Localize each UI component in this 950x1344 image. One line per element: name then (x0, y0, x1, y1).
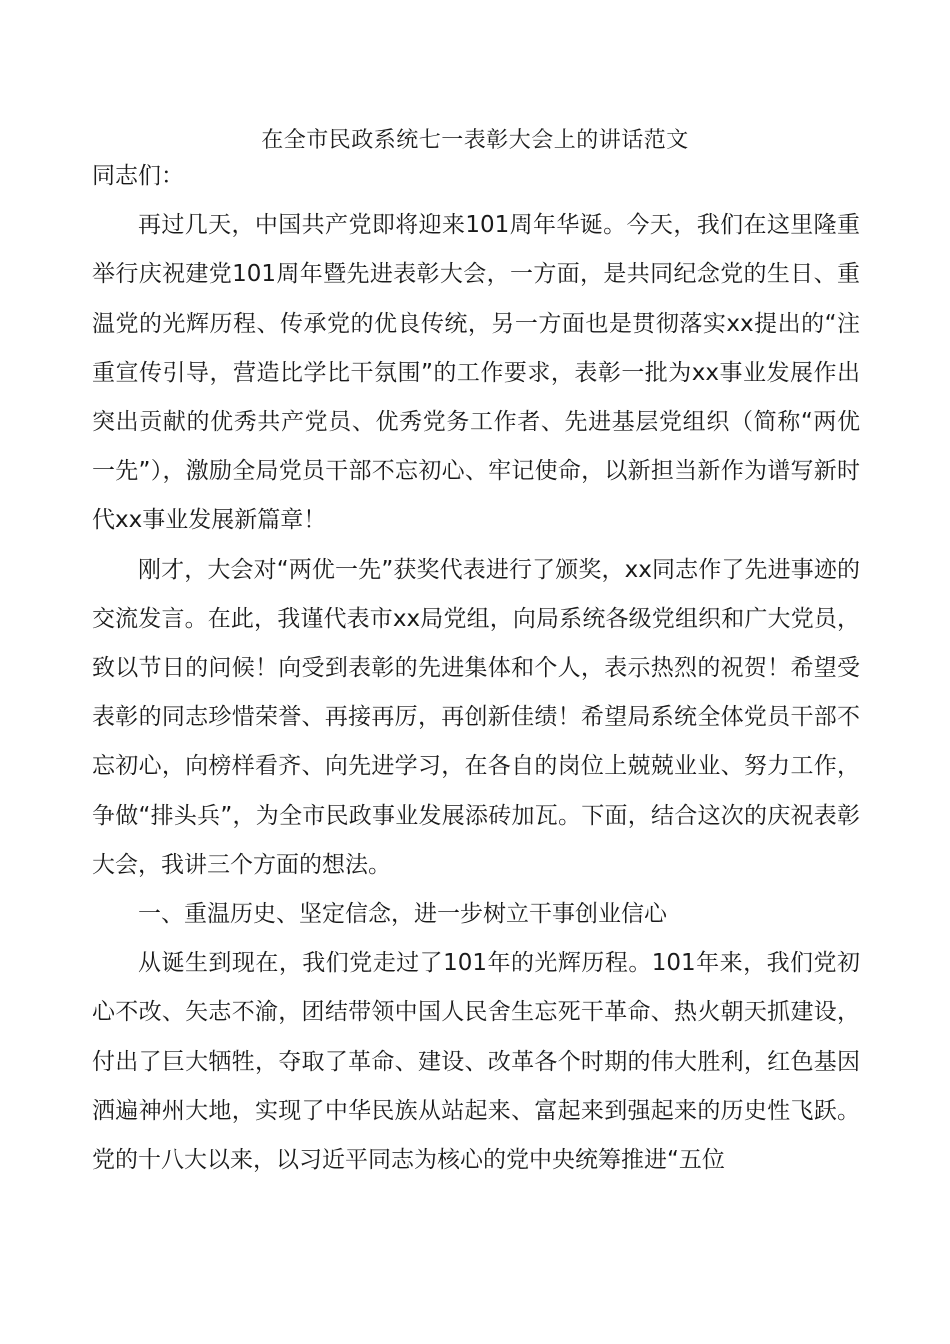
section-heading-1: 一、重温历史、坚定信念，进一步树立干事创业信心 (138, 901, 667, 928)
paragraph-3: 从诞生到现在，我们党走过了101年的光辉历程。101年来，我们党初心不改、矢志不渝，团结带领中国人民舍生忘死干革命、热火朝天抓建设，付出了巨大牺牲，夺取了革命、建设、改革各个时期的伟大胜利，红色基因洒遍神州大地，实现了中华民族从站起来、富起来到强起来的历史性飞跃。党的十八大以来，以习近平同志为核心的党中央统筹推进“五位 (92, 950, 860, 1174)
paragraph-1: 再过几天，中国共产党即将迎来101周年华诞。今天，我们在这里隆重举行庆祝建党101周年暨先进表彰大会，一方面，是共同纪念党的生日、重温党的光辉历程、传承党的优良传统，另一方面也是贯彻落实xx提出的“注重宣传引导，营造比学比干氛围”的工作要求，表彰一批为xx事业发展作出突出贡献的优秀共产党员、优秀党务工作者、先进基层党组织（简称“两优一先”），激励全局党员干部不忘初心、牢记使命，以新担当新作为谱写新时代xx事业发展新篇章！ (92, 212, 860, 534)
document-title: 在全市民政系统七一表彰大会上的讲话范文 (261, 128, 689, 153)
paragraph-2: 刚才，大会对“两优一先”获奖代表进行了颁奖，xx同志作了先进事迹的交流发言。在此，我谨代表市xx局党组，向局系统各级党组织和广大党员，致以节日的问候！向受到表彰的先进集体和个人，表示热烈的祝贺！希望受表彰的同志珍惜荣誉、再接再厉，再创新佳绩！希望局系统全体党员干部不忘初心，向榜样看齐、向先进学习，在各自的岗位上兢兢业业、努力工作，争做“排头兵”，为全市民政事业发展添砖加瓦。下面，结合这次的庆祝表彰大会，我讲三个方面的想法。 (92, 556, 860, 878)
document-body (92, 152, 860, 1185)
salutation: 同志们： (92, 163, 184, 189)
